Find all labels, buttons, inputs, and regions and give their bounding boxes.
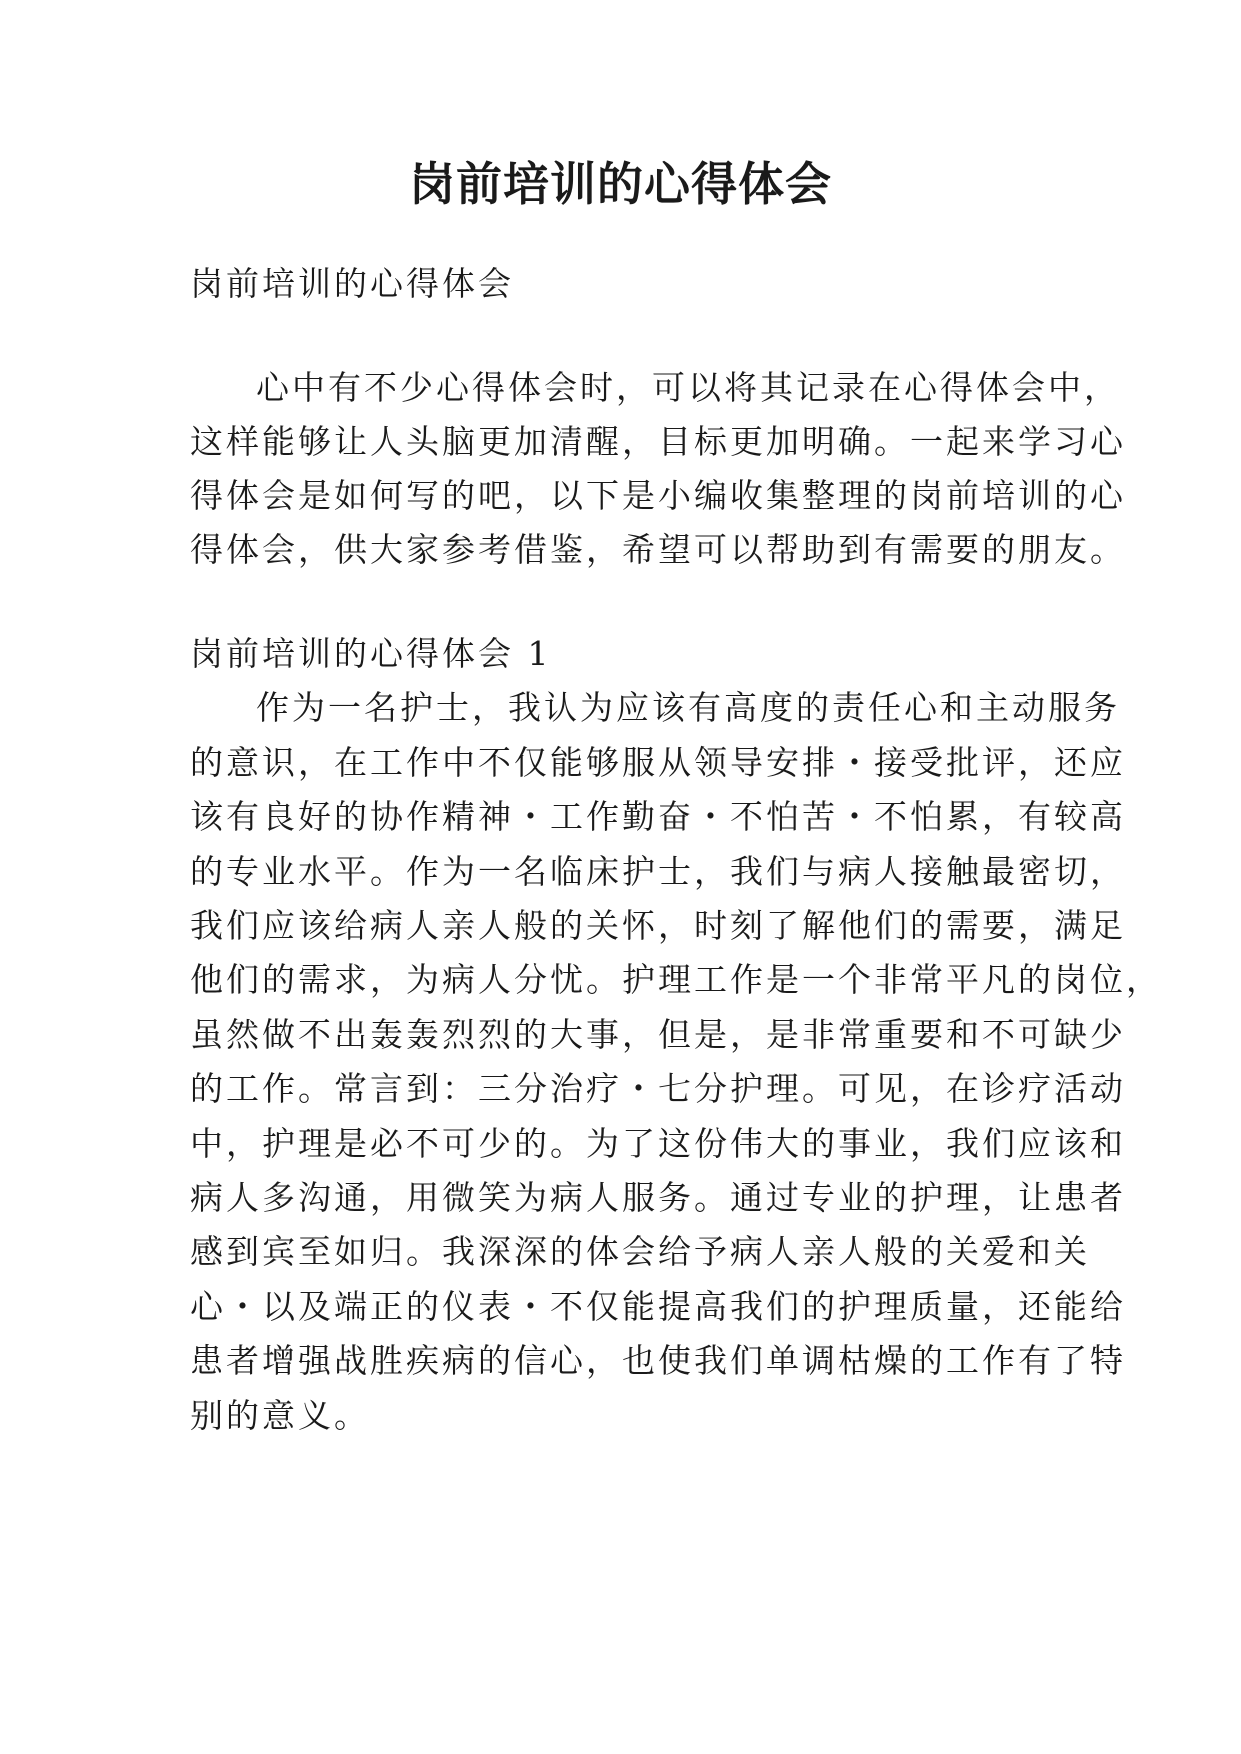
intro-line: 这样能够让人头脑更加清醒，目标更加明确。一起来学习心 xyxy=(190,422,1126,461)
intro-line: 得体会，供大家参考借鉴，希望可以帮助到有需要的朋友。 xyxy=(190,530,1126,569)
document-title: 岗前培训的心得体会 xyxy=(409,157,832,211)
paragraph-line: 该有良好的协作精神・工作勤奋・不怕苦・不怕累，有较高 xyxy=(190,797,1126,836)
paragraph-line: 的工作。常言到：三分治疗・七分护理。可见，在诊疗活动 xyxy=(190,1069,1126,1108)
paragraph-line: 的专业水平。作为一名临床护士，我们与病人接触最密切， xyxy=(190,852,1126,891)
paragraph-line: 中，护理是必不可少的。为了这份伟大的事业，我们应该和 xyxy=(190,1124,1126,1163)
intro-line: 得体会是如何写的吧，以下是小编收集整理的岗前培训的心 xyxy=(190,476,1126,515)
section-heading: 岗前培训的心得体会 1 xyxy=(190,634,552,673)
paragraph-line: 作为一名护士，我认为应该有高度的责任心和主动服务 xyxy=(256,688,1120,727)
paragraph-line: 别的意义。 xyxy=(190,1396,370,1435)
paragraph-line: 患者增强战胜疾病的信心，也使我们单调枯燥的工作有了特 xyxy=(190,1341,1126,1380)
intro-line: 心中有不少心得体会时，可以将其记录在心得体会中， xyxy=(256,368,1120,407)
document-subtitle: 岗前培训的心得体会 xyxy=(190,264,514,303)
paragraph-line: 我们应该给病人亲人般的关怀，时刻了解他们的需要，满足 xyxy=(190,906,1126,945)
paragraph-line: 的意识，在工作中不仅能够服从领导安排・接受批评，还应 xyxy=(190,743,1126,782)
paragraph-line: 虽然做不出轰轰烈烈的大事，但是，是非常重要和不可缺少 xyxy=(190,1015,1126,1054)
paragraph-line: 病人多沟通，用微笑为病人服务。通过专业的护理，让患者 xyxy=(190,1178,1126,1217)
paragraph-line: 他们的需求，为病人分忧。护理工作是一个非常平凡的岗位， xyxy=(190,960,1162,999)
paragraph-line: 心・以及端正的仪表・不仅能提高我们的护理质量，还能给 xyxy=(190,1287,1126,1326)
paragraph-line: 感到宾至如归。我深深的体会给予病人亲人般的关爱和关 xyxy=(190,1232,1090,1271)
